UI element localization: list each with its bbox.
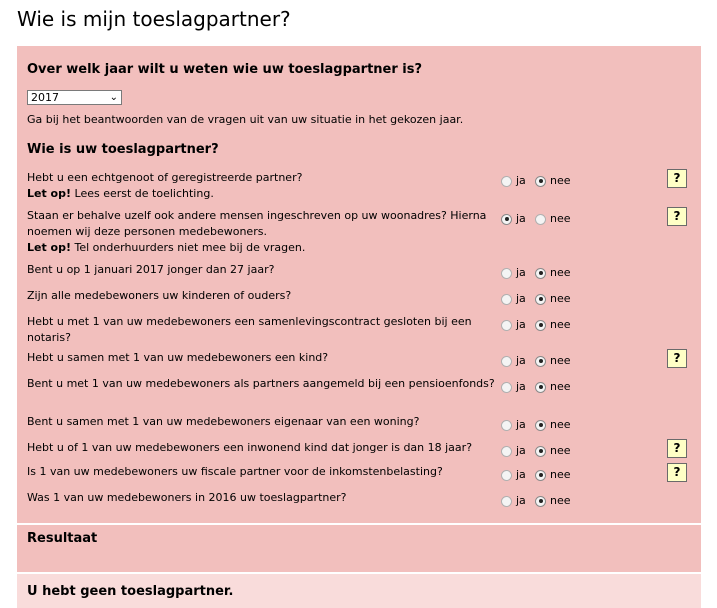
- question-label: Hebt u een echtgenoot of geregistreerde partner?: [27, 171, 303, 184]
- question-label: Hebt u samen met 1 van uw medebewoners een kind?: [27, 351, 329, 364]
- question-text: [27, 414, 497, 430]
- radio-button[interactable]: [535, 214, 546, 225]
- chevron-down-icon: ⌄: [109, 92, 118, 103]
- year-select[interactable]: [27, 90, 122, 105]
- radio-ja[interactable]: [501, 444, 526, 457]
- question-label: Zijn alle medebewoners uw kinderen of ouders?: [27, 289, 292, 302]
- question-text: [27, 262, 497, 278]
- help-button[interactable]: ?: [667, 207, 687, 226]
- radio-button[interactable]: [535, 496, 546, 507]
- result-heading: Resultaat: [27, 531, 98, 546]
- radio-nee[interactable]: [535, 174, 571, 187]
- note-warning: Let op!: [27, 187, 72, 200]
- question-text: [27, 314, 497, 346]
- question-text: [27, 490, 497, 506]
- radio-button[interactable]: [501, 294, 512, 305]
- radio-button[interactable]: [501, 420, 512, 431]
- radio-label: ja: [516, 354, 526, 367]
- radio-nee[interactable]: [535, 292, 571, 305]
- note-text: Lees eerst de toelichting.: [71, 187, 214, 200]
- note-warning: Let op!: [27, 241, 72, 254]
- radio-label: ja: [516, 444, 526, 457]
- year-hint: Ga bij het beantwoorden van de vragen uit van uw situatie in het gekozen jaar.: [27, 113, 464, 126]
- radio-label: ja: [516, 318, 526, 331]
- note-text: Tel onderhuurders niet mee bij de vragen.: [71, 241, 306, 254]
- radio-button[interactable]: [501, 268, 512, 279]
- page-title: Wie is mijn toeslagpartner?: [17, 7, 291, 31]
- radio-label: nee: [550, 354, 571, 367]
- radio-nee[interactable]: [535, 468, 571, 481]
- radio-button[interactable]: [501, 320, 512, 331]
- radio-button[interactable]: [501, 470, 512, 481]
- radio-label: nee: [550, 380, 571, 393]
- partner-heading: Wie is uw toeslagpartner?: [27, 142, 219, 157]
- question-text: [27, 170, 497, 202]
- question-text: [27, 376, 497, 392]
- question-text: [27, 288, 497, 304]
- radio-label: nee: [550, 212, 571, 225]
- radio-ja[interactable]: [501, 468, 526, 481]
- result-panel: [17, 525, 701, 572]
- question-label: Hebt u of 1 van uw medebewoners een inwonend kind dat jonger is dan 18 jaar?: [27, 441, 473, 454]
- radio-label: nee: [550, 468, 571, 481]
- radio-label: ja: [516, 494, 526, 507]
- question-label: Bent u op 1 januari 2017 jonger dan 27 jaar?: [27, 263, 275, 276]
- help-button[interactable]: ?: [667, 439, 687, 458]
- questions-panel: [17, 46, 701, 523]
- year-select-value: 2017: [31, 91, 59, 104]
- question-text: [27, 440, 497, 456]
- radio-label: nee: [550, 266, 571, 279]
- radio-label: ja: [516, 212, 526, 225]
- radio-nee[interactable]: [535, 266, 571, 279]
- question-label: Staan er behalve uzelf ook andere mensen ingeschreven op uw woonadres? Hierna noemen wij deze personen medebewoners.: [27, 209, 487, 238]
- radio-button[interactable]: [501, 496, 512, 507]
- radio-label: ja: [516, 468, 526, 481]
- radio-nee[interactable]: [535, 494, 571, 507]
- radio-nee[interactable]: [535, 318, 571, 331]
- help-button[interactable]: ?: [667, 463, 687, 482]
- radio-button[interactable]: [535, 176, 546, 187]
- radio-button[interactable]: [535, 420, 546, 431]
- radio-nee[interactable]: [535, 444, 571, 457]
- radio-button[interactable]: [501, 214, 512, 225]
- radio-ja[interactable]: [501, 266, 526, 279]
- radio-ja[interactable]: [501, 418, 526, 431]
- question-label: Bent u samen met 1 van uw medebewoners eigenaar van een woning?: [27, 415, 420, 428]
- question-text: [27, 464, 497, 480]
- radio-button[interactable]: [535, 382, 546, 393]
- result-message: U hebt geen toeslagpartner.: [27, 584, 234, 599]
- radio-ja[interactable]: [501, 318, 526, 331]
- result-message-panel: [17, 574, 701, 608]
- radio-button[interactable]: [501, 382, 512, 393]
- radio-nee[interactable]: [535, 380, 571, 393]
- radio-label: ja: [516, 418, 526, 431]
- help-button[interactable]: ?: [667, 349, 687, 368]
- radio-button[interactable]: [501, 176, 512, 187]
- radio-label: nee: [550, 174, 571, 187]
- radio-label: nee: [550, 318, 571, 331]
- radio-button[interactable]: [501, 356, 512, 367]
- radio-button[interactable]: [535, 470, 546, 481]
- radio-label: nee: [550, 292, 571, 305]
- radio-label: ja: [516, 266, 526, 279]
- radio-label: nee: [550, 418, 571, 431]
- radio-ja[interactable]: [501, 494, 526, 507]
- radio-button[interactable]: [535, 320, 546, 331]
- question-label: Is 1 van uw medebewoners uw fiscale partner voor de inkomstenbelasting?: [27, 465, 443, 478]
- radio-ja[interactable]: [501, 292, 526, 305]
- radio-nee[interactable]: [535, 212, 571, 225]
- radio-label: ja: [516, 292, 526, 305]
- radio-ja[interactable]: [501, 174, 526, 187]
- question-text: [27, 208, 497, 256]
- radio-button[interactable]: [535, 446, 546, 457]
- year-question: Over welk jaar wilt u weten wie uw toeslagpartner is?: [27, 62, 423, 77]
- question-label: Hebt u met 1 van uw medebewoners een samenlevingscontract gesloten bij een notaris?: [27, 315, 472, 344]
- radio-nee[interactable]: [535, 418, 571, 431]
- question-text: [27, 350, 497, 366]
- question-label: Bent u met 1 van uw medebewoners als partners aangemeld bij een pensioenfonds?: [27, 377, 495, 390]
- radio-label: ja: [516, 174, 526, 187]
- radio-ja[interactable]: [501, 354, 526, 367]
- radio-button[interactable]: [535, 294, 546, 305]
- radio-button[interactable]: [535, 356, 546, 367]
- radio-label: nee: [550, 444, 571, 457]
- question-label: Was 1 van uw medebewoners in 2016 uw toeslagpartner?: [27, 491, 347, 504]
- radio-button[interactable]: [535, 268, 546, 279]
- radio-label: nee: [550, 494, 571, 507]
- help-button[interactable]: ?: [667, 169, 687, 188]
- radio-button[interactable]: [501, 446, 512, 457]
- radio-label: ja: [516, 380, 526, 393]
- radio-nee[interactable]: [535, 354, 571, 367]
- radio-ja[interactable]: [501, 212, 526, 225]
- radio-ja[interactable]: [501, 380, 526, 393]
